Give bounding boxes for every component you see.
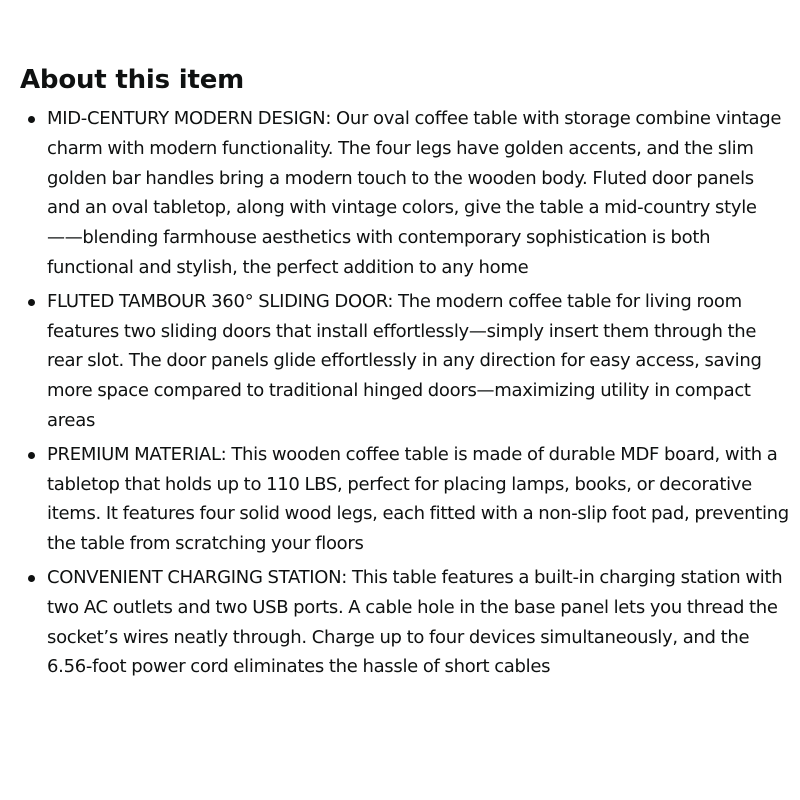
bullet-dot-icon	[28, 452, 35, 459]
bullet-dot-icon	[28, 299, 35, 306]
feature-bullet	[20, 287, 790, 436]
feature-bullet-text: FLUTED TAMBOUR 360° SLIDING DOOR: The modern coffee table for living room features two sliding doors that install effortlessly—simply insert them through the rear slot. The door panels glide effortlessly in any direction for easy access, saving more space compared to traditional hinged doors—maximizing utility in compact areas	[47, 290, 762, 431]
feature-bullet	[20, 104, 790, 283]
bullet-dot-icon	[28, 116, 35, 123]
feature-bullet-list	[20, 104, 790, 682]
about-this-item-section	[20, 62, 790, 686]
section-heading: About this item	[20, 65, 245, 95]
bullet-dot-icon	[28, 575, 35, 582]
feature-bullet	[20, 563, 790, 682]
feature-bullet-text: MID-CENTURY MODERN DESIGN: Our oval coffee table with storage combine vintage charm with modern functionality. The four legs have golden accents, and the slim golden bar handles bring a modern touch to the wooden body. Fluted door panels and an oval tabletop, along with vintage colors, give the table a mid-country style ——blending farmhouse aesthetics with contemporary sophistication is both functional and stylish, the perfect addition to any home	[47, 108, 782, 278]
feature-bullet	[20, 440, 790, 559]
feature-bullet-text: CONVENIENT CHARGING STATION: This table features a built-in charging station with two AC outlets and two USB ports. A cable hole in the base panel lets you thread the socket’s wires neatly through. Charge up to four devices simultaneously, and the 6.56-foot power cord eliminates the hassle of short cables	[47, 566, 783, 678]
feature-bullet-text: PREMIUM MATERIAL: This wooden coffee table is made of durable MDF board, with a tabletop that holds up to 110 LBS, perfect for placing lamps, books, or decorative items. It features four solid wood legs, each fitted with a non-slip foot pad, preventing the table from scratching your floors	[47, 443, 789, 555]
